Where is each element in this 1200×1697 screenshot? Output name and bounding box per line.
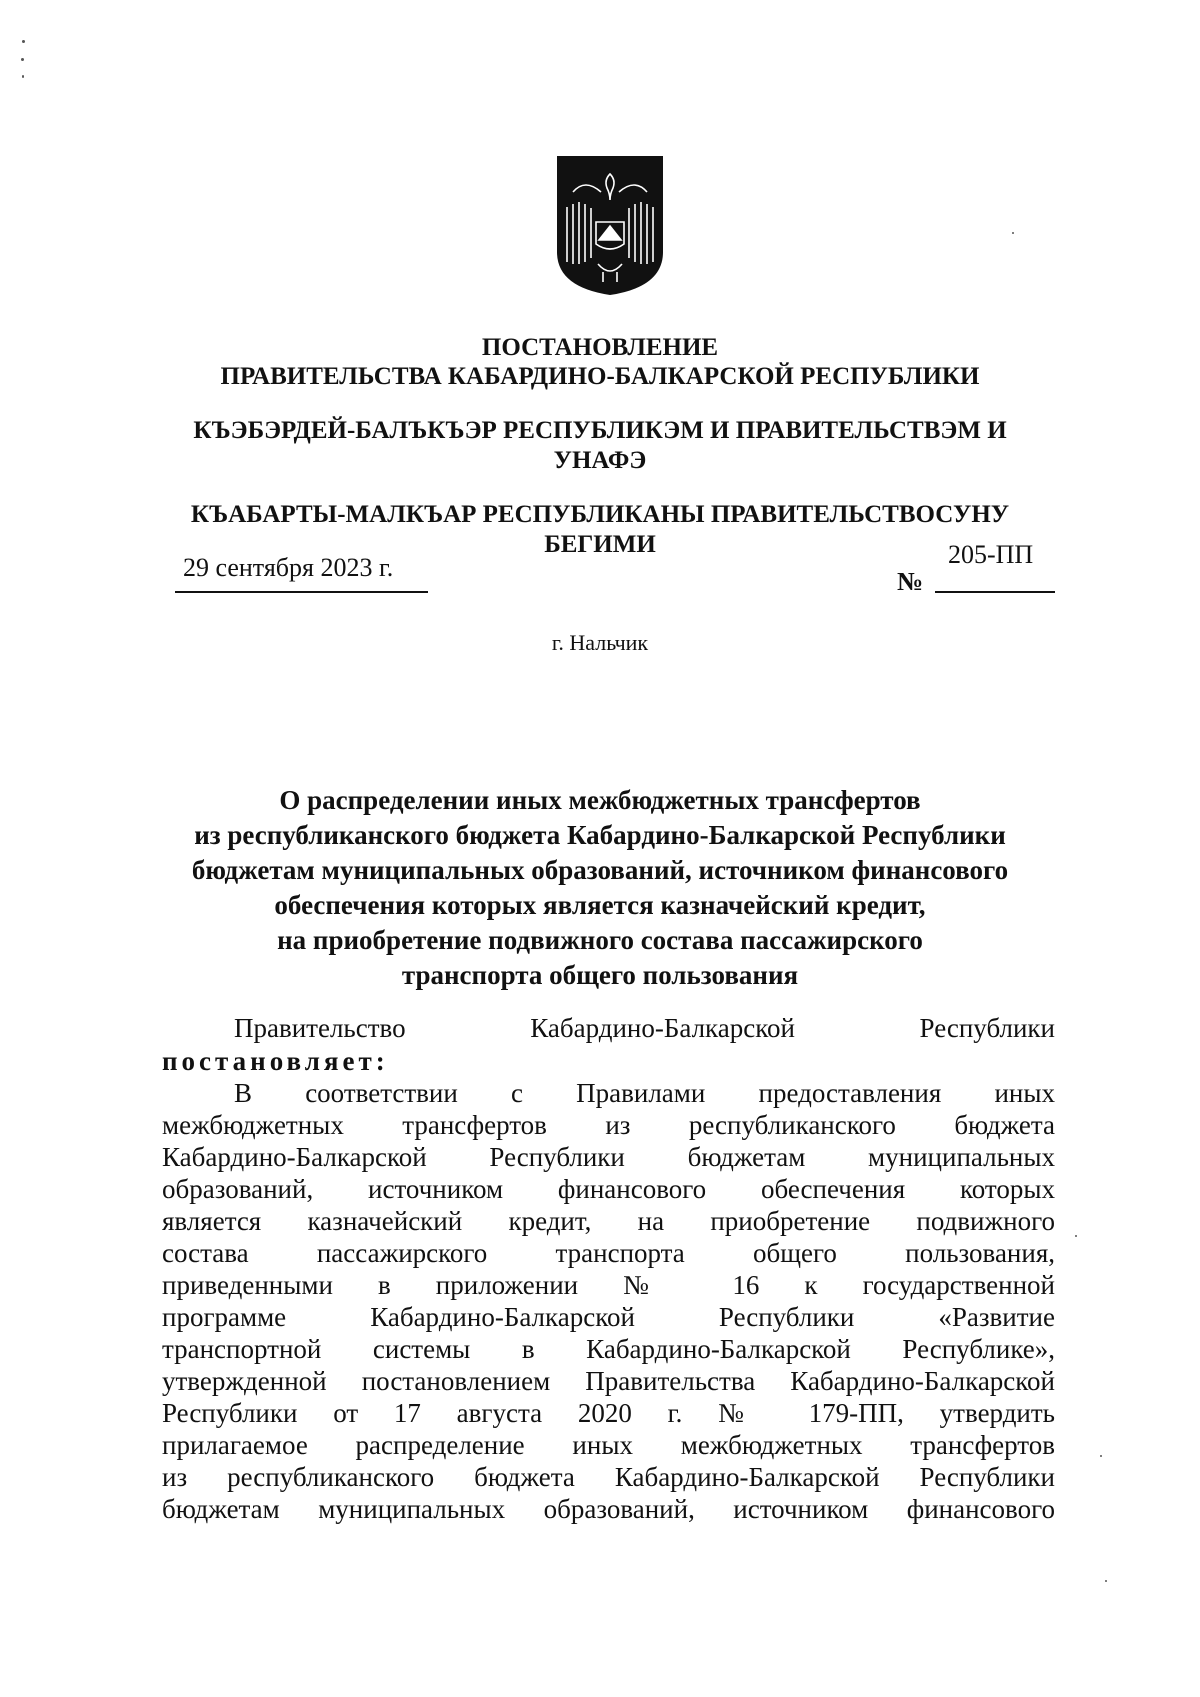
title-line: обеспечения которых является казначейский кредит,	[274, 890, 926, 920]
body-paragraph-line: является казначейский кредит, на приобретение подвижного	[162, 1206, 1055, 1236]
number-underline	[935, 591, 1055, 593]
body-paragraph-line: утвержденной постановлением Правительства Кабардино-Балкарской	[162, 1366, 1055, 1396]
title-line: О распределении иных межбюджетных трансфертов	[279, 785, 921, 815]
body-paragraph-line: приведенными в приложении № 16 к государственной	[162, 1270, 1055, 1300]
title-line: на приобретение подвижного состава пассажирского	[277, 925, 923, 955]
issuer-heading-kbd-1: КЪЭБЭРДЕЙ-БАЛЪКЪЭР РЕСПУБЛИКЭМ И ПРАВИТЕЛЬСТВЭМ И	[193, 417, 1007, 444]
body-operative-verb: постановляет:	[162, 1046, 389, 1076]
body-intro-line: Правительство Кабардино-Балкарской Республики	[234, 1013, 1055, 1043]
scan-speck	[1075, 1235, 1077, 1237]
body-paragraph-line: Республики от 17 августа 2020 г. № 179-ПП, утвердить	[162, 1398, 1055, 1428]
body-paragraph-line: прилагаемое распределение иных межбюджетных трансфертов	[162, 1430, 1055, 1460]
scan-speck	[21, 58, 24, 61]
body-paragraph-line: межбюджетных трансфертов из республиканского бюджета	[162, 1110, 1055, 1140]
body-paragraph-line: бюджетам муниципальных образований, источником финансового	[162, 1494, 1055, 1524]
title-line: бюджетам муниципальных образований, источником финансового	[191, 855, 1009, 885]
body-paragraph-line: Кабардино-Балкарской Республики бюджетам муниципальных	[162, 1142, 1055, 1172]
coat-of-arms-emblem	[553, 152, 667, 297]
title-line: транспорта общего пользования	[401, 960, 799, 990]
scan-speck	[22, 40, 25, 43]
body-paragraph-line: транспортной системы в Кабардино-Балкарской Республике»,	[162, 1334, 1055, 1364]
number-sign: №	[897, 567, 924, 596]
document-title	[0, 783, 1200, 993]
issuer-heading-kbd-2: УНАФЭ	[553, 447, 647, 474]
scan-speck	[22, 75, 24, 78]
body-paragraph-line: образований, источником финансового обеспечения которых	[162, 1174, 1055, 1204]
body-paragraph-line: из республиканского бюджета Кабардино-Балкарской Республики	[162, 1462, 1055, 1492]
date-underline	[175, 591, 428, 593]
body-paragraph-line: В соответствии с Правилами предоставления иных	[234, 1078, 1055, 1108]
body-paragraph-line: состава пассажирского транспорта общего пользования,	[162, 1238, 1055, 1268]
document-number: 205-ПП	[948, 540, 1034, 569]
issuer-heading-krc-1: КЪАБАРТЫ-МАЛКЪАР РЕСПУБЛИКАНЫ ПРАВИТЕЛЬСТВОСУНУ	[190, 501, 1010, 528]
issuer-heading-ru: ПРАВИТЕЛЬСТВА КАБАРДИНО-БАЛКАРСКОЙ РЕСПУБЛИКИ	[220, 363, 980, 390]
title-line: из республиканского бюджета Кабардино-Балкарской Республики	[194, 820, 1006, 850]
issuer-heading-krc-2: БЕГИМИ	[544, 531, 656, 558]
scan-speck	[1100, 1455, 1102, 1457]
scan-speck	[1105, 1580, 1107, 1582]
city-name: г. Нальчик	[551, 630, 649, 655]
body-paragraph-line: программе Кабардино-Балкарской Республики «Развитие	[162, 1302, 1055, 1332]
doc-type-heading: ПОСТАНОВЛЕНИЕ	[481, 334, 719, 361]
document-date: 29 сентября 2023 г.	[183, 553, 394, 582]
scan-speck	[1012, 232, 1014, 234]
